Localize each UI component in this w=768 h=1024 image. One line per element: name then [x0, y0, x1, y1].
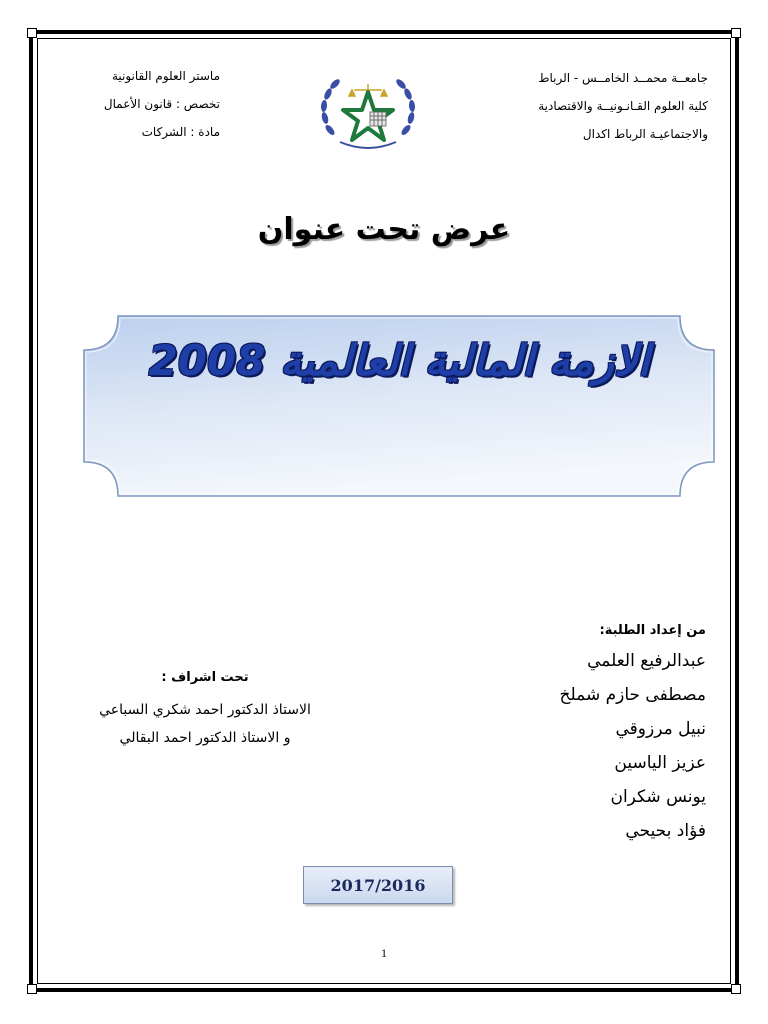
academic-year: 2017/2016 — [330, 875, 426, 895]
program-header — [70, 62, 220, 146]
student-name: عبدالرفيع العلمي — [587, 651, 706, 671]
supervision-label: تحت اشراف : — [161, 670, 249, 685]
specialization: تخصص : قانون الأعمال — [103, 97, 220, 111]
supervision-section — [80, 668, 330, 752]
students-section — [446, 618, 706, 848]
student-name: فؤاد بحيحي — [625, 821, 706, 841]
student-name: يونس شكران — [610, 787, 706, 807]
supervisor-name: و الاستاذ الدكتور احمد البقالي — [119, 730, 291, 746]
presentation-title: عرض تحت عنوان — [257, 212, 511, 247]
university-name: جامعــة محمــد الخامــس - الرباط — [538, 71, 708, 85]
border-corner-top-right — [731, 28, 741, 38]
banner-title: الازمة المالية العالمية 2008 — [148, 336, 650, 385]
master-program: ماستر العلوم القانونية — [111, 69, 220, 83]
faculty-name: كلية العلوم القـانـونيــة والاقتصادية — [538, 99, 708, 113]
university-header — [478, 64, 708, 148]
student-name: مصطفى حازم شملخ — [559, 685, 706, 705]
page-number: 1 — [381, 946, 387, 960]
grid-emblem-icon — [370, 112, 386, 126]
supervisor-name: الاستاذ الدكتور احمد شكري السباعي — [99, 702, 311, 718]
academic-year-box — [303, 866, 453, 904]
border-corner-top-left — [27, 28, 37, 38]
university-logo — [316, 70, 420, 154]
faculty-location: والاجتماعيـة الرباط اكدال — [582, 127, 708, 141]
border-corner-bottom-right — [731, 984, 741, 994]
course-subject: مادة : الشركات — [141, 125, 220, 139]
students-label: من إعداد الطلبة: — [599, 623, 706, 638]
student-name: عزيز الياسين — [614, 753, 706, 773]
border-corner-bottom-left — [27, 984, 37, 994]
student-name: نبيل مرزوقي — [615, 719, 706, 739]
